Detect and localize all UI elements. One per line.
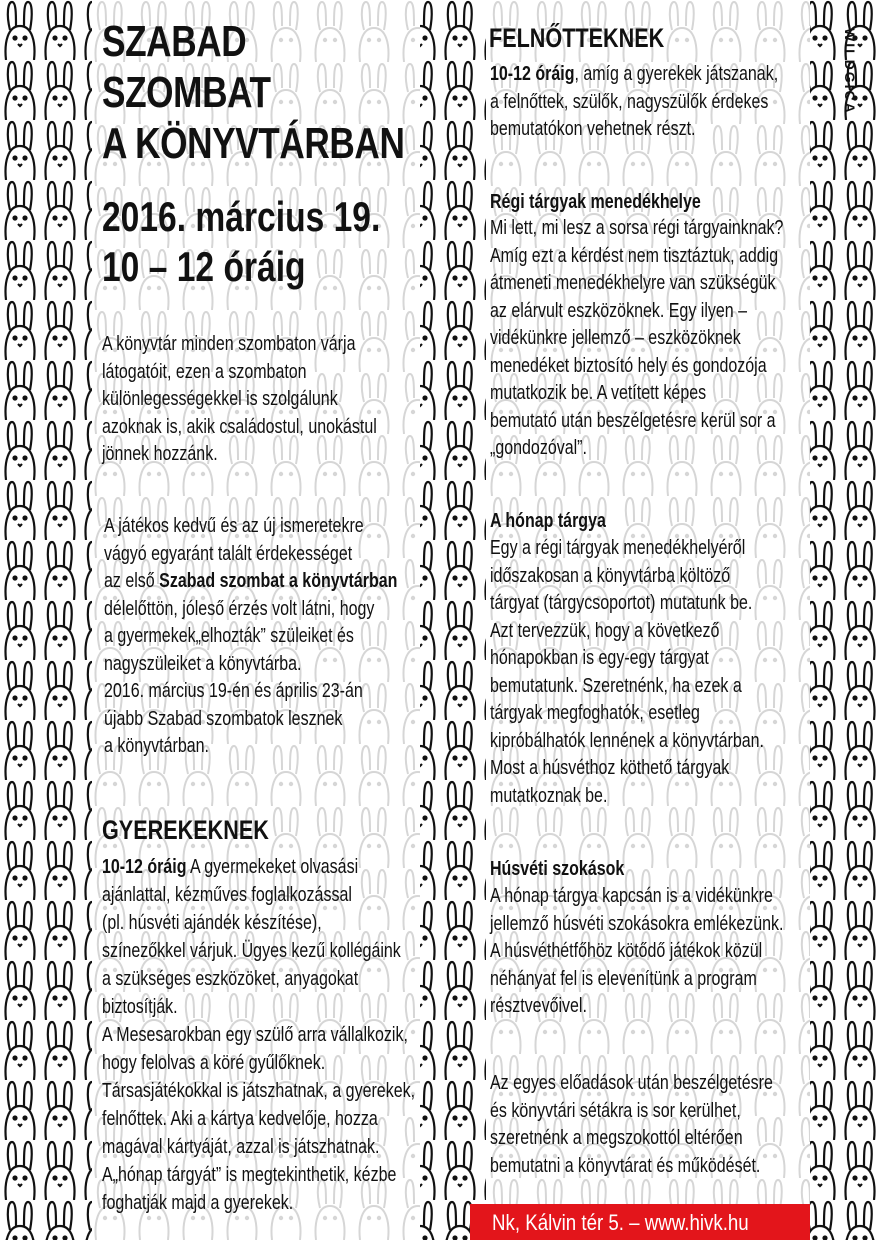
text-line: bemutatunk. Szeretnénk, ha ezek a — [490, 674, 742, 697]
text-line: bemutató után beszélgetésre kerül sor a — [490, 409, 776, 432]
text-line: Társasjátékokkal is játszhatnak, a gyerekek, — [102, 1080, 416, 1102]
text-line: a szükséges eszközöket, anyagokat — [102, 968, 359, 990]
text-line: szeretnénk a megszokottól eltérően — [490, 1127, 743, 1149]
text-line: biztosítják. — [102, 996, 178, 1018]
text-segment: az első — [104, 570, 160, 592]
text-line: menedéket biztosító hely és gondozója — [490, 354, 767, 377]
adults-paragraph — [490, 61, 778, 144]
text-line: színezőkkel várjuk. Ügyes kezű kollégáink — [102, 940, 401, 962]
address-footer-bar — [470, 1204, 810, 1240]
address-website-text: Nk, Kálvin tér 5. – www.hivk.hu — [492, 1210, 749, 1235]
text-line: mutatkoznak be. — [490, 784, 608, 807]
text-line: A játékos kedvű és az új ismeretekre — [104, 515, 364, 537]
text-line: nagyszüleiket a könyvtárba. — [104, 652, 302, 675]
text-line: délelőttön, jóleső érzés volt látni, hogy — [104, 597, 375, 620]
closing-paragraph — [490, 1070, 773, 1180]
recap-paragraph — [104, 513, 397, 761]
text-line: Amíg ezt a kérdést nem tisztáztuk, addig — [490, 244, 779, 267]
text-line: A hónap tárgya kapcsán is a vidékünkre — [490, 885, 773, 907]
shelter-heading: Régi tárgyak menedékhelye — [490, 191, 701, 213]
text-line: tárgyak megfoghatók, esetleg — [490, 702, 700, 724]
text-line: vágyó egyaránt talált érdekességet — [104, 542, 353, 565]
text-line: Az egyes előadások után beszélgetésre — [490, 1072, 773, 1094]
text-line: „gondozóval”. — [490, 437, 587, 459]
text-line — [490, 61, 778, 89]
month-object-paragraph — [490, 535, 764, 810]
text-line: néhányat fel is elevenítünk a program — [490, 967, 757, 990]
text-line: látogatóit, ezen a szombaton — [102, 360, 307, 383]
text-line: hónapokban is egy-egy tárgyat — [490, 647, 709, 669]
adults-heading: FELNŐTTEKNEK — [489, 23, 665, 53]
text-line: az elárvult eszközöknek. Egy ilyen – — [490, 299, 748, 322]
text-line: 2016. március 19-én és április 23-án — [104, 680, 363, 702]
text-line: ajánlattal, kézműves foglalkozással — [102, 884, 352, 906]
poster-title — [102, 16, 404, 169]
text-line: A húsvéthétfőhöz kötődő játékok közül — [490, 940, 763, 962]
kids-heading: GYEREKEKNEK — [102, 815, 269, 845]
text-line: A könyvtár minden szombaton várja — [102, 333, 356, 355]
text-line: hogy felolvas a köré gyűlőknek. — [102, 1052, 326, 1074]
text-line: Mi lett, mi lesz a sorsa régi tárgyainknak? — [490, 217, 784, 239]
event-date — [102, 192, 380, 292]
text-line: mutatkozik be. A vetített képes — [490, 382, 707, 404]
bold-phrase: 10-12 óráig — [102, 856, 187, 878]
easter-paragraph — [490, 883, 783, 1021]
text-line: tárgyat (tárgycsoportot) mutatunk be. — [490, 592, 753, 614]
text-line: foghatják majd a gyerekek. — [102, 1192, 294, 1214]
kids-paragraph — [102, 853, 415, 1217]
text-line: (pl. húsvéti ajándék készítése), — [102, 912, 322, 934]
artist-signature-logo: WILDGICA — [842, 28, 858, 115]
text-line — [104, 568, 397, 596]
title-line: A KÖNYVTÁRBAN — [102, 119, 405, 168]
bold-phrase: 10-12 óráig — [490, 63, 575, 85]
intro-paragraph — [102, 331, 377, 469]
bold-phrase: Szabad szombat a könyvtárban — [159, 570, 398, 592]
title-line: SZOMBAT — [102, 68, 271, 117]
text-line: jönnek hozzánk. — [102, 443, 218, 465]
text-line: újabb Szabad szombatok lesznek — [104, 707, 343, 730]
date-line: 2016. március 19. — [102, 193, 381, 240]
text-line: bemutatni a könyvtárat és működését. — [490, 1154, 761, 1177]
text-line: magával kártyáját, azzal is játszhatnak. — [102, 1136, 380, 1158]
shelter-paragraph — [490, 215, 783, 463]
text-line: vidékünkre jellemző – eszközöknek — [490, 327, 741, 349]
text-line: különlegességekkel is szolgálunk — [102, 388, 338, 410]
month-object-heading: A hónap tárgya — [490, 510, 606, 532]
text-line: a könyvtárban. — [104, 735, 209, 757]
text-segment: , amíg a gyerekek játszanak, — [574, 63, 779, 85]
text-line: a gyermekek„elhozták” szüleiket és — [104, 625, 354, 647]
text-line: és könyvtári sétákra is sor kerülhet, — [490, 1099, 741, 1122]
text-line: Egy a régi tárgyak menedékhelyéről — [490, 537, 746, 559]
text-line: kipróbálhatók lennének a könyvtárban. — [490, 729, 764, 752]
text-line: bemutatókon vehetnek részt. — [490, 118, 696, 140]
text-line: azoknak is, akik családostul, unokástul — [102, 415, 377, 438]
text-line: átmeneti menedékhelyre van szükségük — [490, 272, 776, 294]
text-segment: A gyermekeket olvasási — [186, 856, 359, 878]
text-line — [102, 853, 415, 881]
text-line: Most a húsvéthoz köthető tárgyak — [490, 757, 730, 779]
text-line: jellemző húsvéti szokásokra emlékezünk. — [490, 912, 784, 935]
text-line: Azt tervezzük, hogy a következő — [490, 619, 720, 642]
text-line: A„hónap tárgyát” is megtekinthetik, kézbe — [102, 1164, 397, 1186]
text-line: felnőttek. Aki a kártya kedvelője, hozza — [102, 1108, 378, 1130]
text-line: a felnőttek, szülők, nagyszülők érdekes — [490, 90, 769, 113]
easter-heading: Húsvéti szokások — [490, 858, 625, 880]
date-line: 10 – 12 óráig — [102, 243, 306, 290]
text-line: résztvevőivel. — [490, 995, 587, 1017]
title-line: SZABAD — [102, 17, 247, 66]
text-line: A Mesesarokban egy szülő arra vállalkozik, — [102, 1024, 408, 1046]
text-line: időszakosan a könyvtárba költöző — [490, 564, 731, 587]
